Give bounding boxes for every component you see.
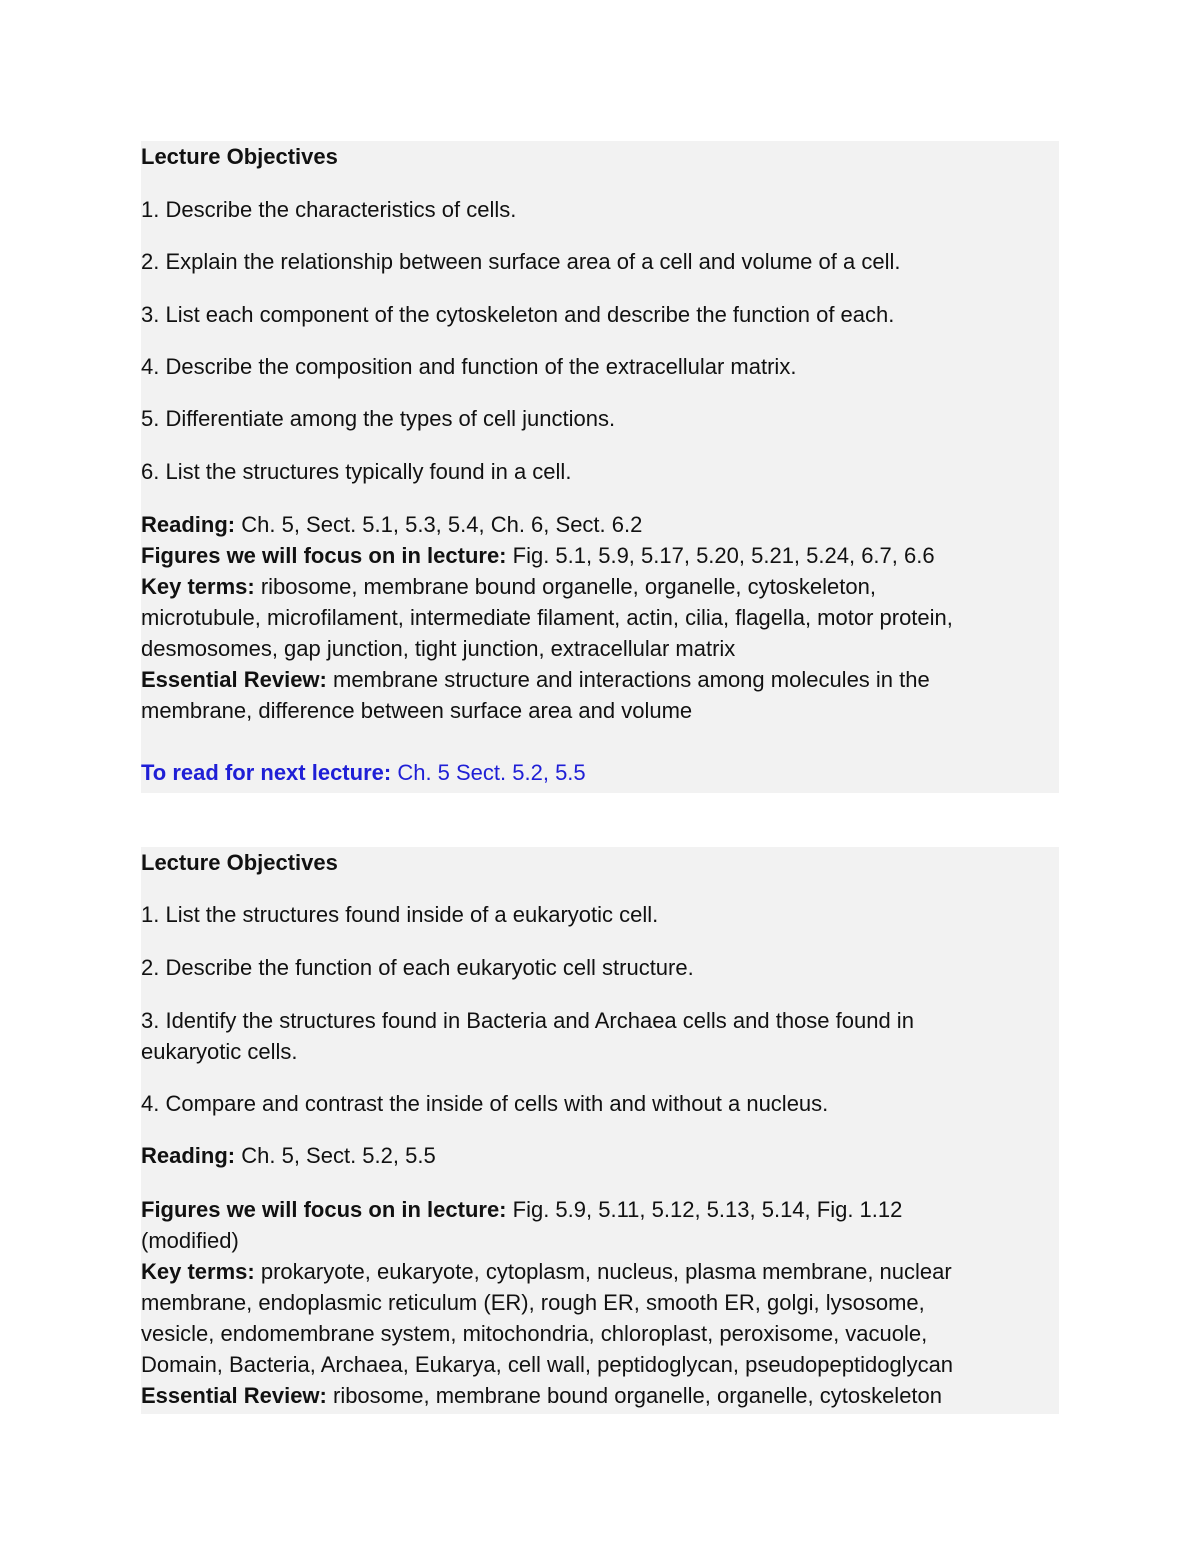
next-lecture-label: To read for next lecture: (141, 760, 392, 785)
section-heading: Lecture Objectives (141, 850, 338, 875)
objective-item-continuation: eukaryotic cells. (141, 1039, 298, 1064)
figures-continuation: (modified) (141, 1228, 239, 1253)
figures-text: Fig. 5.1, 5.9, 5.17, 5.20, 5.21, 5.24, 6.7, 6.6 (506, 543, 935, 568)
objective-item: 3. List each component of the cytoskeleton and describe the function of each. (141, 302, 895, 327)
figures-label: Figures we will focus on in lecture: (141, 1197, 507, 1222)
reading-label: Reading: (141, 512, 236, 537)
key-terms-label: Key terms: (141, 1259, 255, 1284)
reading-line (141, 509, 1021, 540)
objective-item: 2. Explain the relationship between surface area of a cell and volume of a cell. (141, 249, 901, 274)
reading-label: Reading: (141, 1143, 236, 1168)
key-terms-label: Key terms: (141, 574, 255, 599)
reading-line (141, 1140, 1021, 1171)
objective-item: 2. Describe the function of each eukaryotic cell structure. (141, 955, 694, 980)
figures-label: Figures we will focus on in lecture: (141, 543, 507, 568)
objective-item: 1. List the structures found inside of a eukaryotic cell. (141, 902, 659, 927)
objective-item: 5. Differentiate among the types of cell junctions. (141, 406, 616, 431)
key-terms-continuation: desmosomes, gap junction, tight junction, extracellular matrix (141, 636, 736, 661)
reading-text: Ch. 5, Sect. 5.2, 5.5 (235, 1143, 436, 1168)
lecture-objectives-block-2 (141, 847, 1059, 1414)
essential-review-line (141, 1380, 1021, 1411)
essential-review-continuation: membrane, difference between surface area and volume (141, 698, 693, 723)
essential-review-text: ribosome, membrane bound organelle, organelle, cytoskeleton (326, 1383, 943, 1408)
figures-line (141, 540, 1021, 571)
objective-item: 1. Describe the characteristics of cells. (141, 197, 517, 222)
essential-review-label: Essential Review: (141, 1383, 327, 1408)
essential-review-text: membrane structure and interactions among molecules in the (326, 667, 930, 692)
figures-line (141, 1194, 1021, 1225)
reading-text: Ch. 5, Sect. 5.1, 5.3, 5.4, Ch. 6, Sect. 6.2 (235, 512, 643, 537)
objective-item: 3. Identify the structures found in Bacteria and Archaea cells and those found in (141, 1008, 914, 1033)
essential-review-line (141, 664, 1021, 695)
key-terms-continuation: membrane, endoplasmic reticulum (ER), rough ER, smooth ER, golgi, lysosome, (141, 1290, 925, 1315)
next-lecture-reading-line (141, 757, 1021, 788)
objective-item: 4. Describe the composition and function of the extracellular matrix. (141, 354, 797, 379)
objective-item: 6. List the structures typically found in a cell. (141, 459, 572, 484)
key-terms-continuation: vesicle, endomembrane system, mitochondria, chloroplast, peroxisome, vacuole, (141, 1321, 928, 1346)
key-terms-line (141, 1256, 1021, 1287)
section-heading: Lecture Objectives (141, 144, 338, 169)
figures-text: Fig. 5.9, 5.11, 5.12, 5.13, 5.14, Fig. 1.12 (506, 1197, 903, 1222)
key-terms-continuation: microtubule, microfilament, intermediate filament, actin, cilia, flagella, motor protein, (141, 605, 953, 630)
key-terms-continuation: Domain, Bacteria, Archaea, Eukarya, cell wall, peptidoglycan, pseudopeptidoglycan (141, 1352, 954, 1377)
key-terms-text: prokaryote, eukaryote, cytoplasm, nucleus, plasma membrane, nuclear (254, 1259, 952, 1284)
key-terms-line (141, 571, 1021, 602)
next-lecture-text: Ch. 5 Sect. 5.2, 5.5 (391, 760, 586, 785)
essential-review-label: Essential Review: (141, 667, 327, 692)
key-terms-text: ribosome, membrane bound organelle, organelle, cytoskeleton, (254, 574, 876, 599)
lecture-objectives-block-1 (141, 141, 1059, 793)
objective-item: 4. Compare and contrast the inside of cells with and without a nucleus. (141, 1091, 829, 1116)
